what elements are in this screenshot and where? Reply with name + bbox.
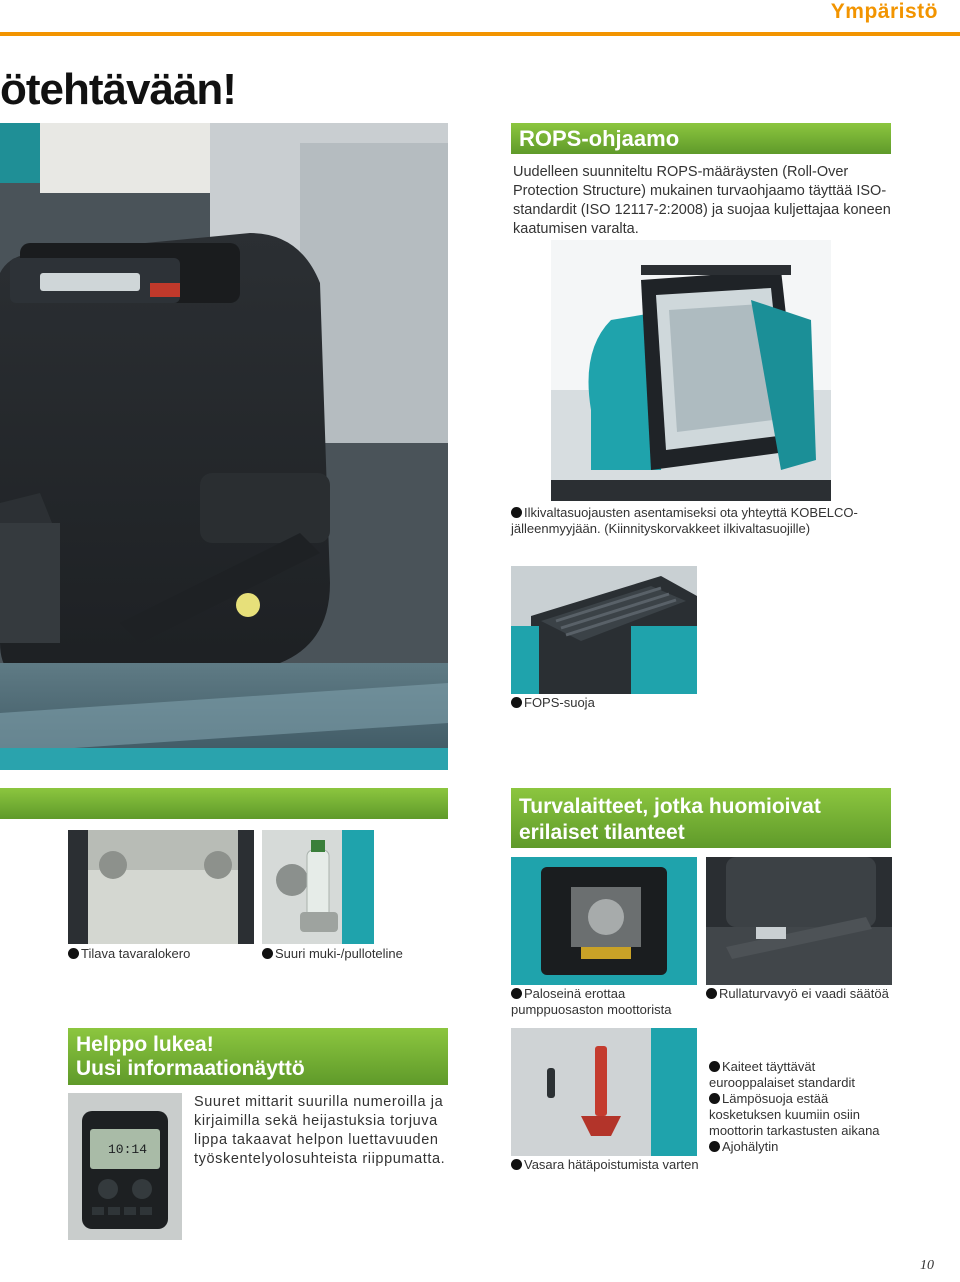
fops-guard-illustration bbox=[511, 566, 697, 694]
rops-caption-text: Ilkivaltasuojausten asentamiseksi ota yhteyttä KOBELCO-jälleenmyyjään. (Kiinnityskorvakkeet ilkivaltasuojille) bbox=[511, 505, 858, 536]
rops-text: Uudelleen suunniteltu ROPS-määräysten (Roll-Over Protection Structure) mukainen turvaohjaamo täyttää ISO-standardit (ISO 12117-2:2008) ja suojaa kuljettajaa koneen kaatumisen varalta. bbox=[513, 164, 891, 237]
hammer-caption bbox=[511, 1157, 699, 1173]
display-screen-reading: 10:14 bbox=[108, 1142, 148, 1157]
cup-holder-caption bbox=[262, 946, 403, 962]
seatbelt-caption-text: Rullaturvavyö ei vaadi säätöä bbox=[719, 986, 889, 1001]
bullet-icon bbox=[709, 1061, 720, 1072]
storage-box-photo bbox=[68, 830, 254, 944]
bullet-icon bbox=[511, 507, 522, 518]
hammer-caption-text: Vasara hätäpoistumista varten bbox=[524, 1157, 699, 1172]
rops-title-bar bbox=[511, 123, 891, 154]
fops-photo bbox=[511, 566, 697, 694]
storage-box-caption bbox=[68, 946, 190, 962]
rops-title: ROPS-ohjaamo bbox=[519, 126, 680, 151]
bullet-icon bbox=[68, 948, 79, 959]
info-display-photo bbox=[68, 1093, 182, 1240]
fops-caption bbox=[511, 695, 595, 711]
bullet-icon bbox=[709, 1093, 720, 1104]
safety-list-item: Ajohälytin bbox=[709, 1139, 891, 1155]
cup-holder-photo bbox=[262, 830, 374, 944]
seatbelt-caption bbox=[706, 986, 892, 1002]
rops-caption bbox=[511, 505, 871, 537]
page-number: 10 bbox=[920, 1258, 934, 1273]
bullet-icon bbox=[511, 988, 522, 999]
bullet-icon bbox=[262, 948, 273, 959]
display-title-bar bbox=[68, 1028, 448, 1085]
section-title: Ympäristö bbox=[830, 0, 938, 23]
partition-photo bbox=[511, 857, 697, 985]
storage-box-caption-text: Tilava tavaralokero bbox=[81, 946, 191, 961]
display-title-line2: Uusi informaationäyttö bbox=[76, 1057, 305, 1080]
header-band bbox=[0, 0, 960, 32]
seatbelt-illustration bbox=[706, 857, 892, 985]
info-display-illustration bbox=[68, 1093, 182, 1240]
partition-caption bbox=[511, 986, 697, 1018]
bullet-icon bbox=[511, 1159, 522, 1170]
seatbelt-photo bbox=[706, 857, 892, 985]
safety-title: Turvalaitteet, jotka huomioivat erilaiset tilanteet bbox=[519, 795, 821, 844]
safety-list-item: Lämpösuoja estää kosketuksen kuumiin osiin moottorin tarkastusten aikana bbox=[709, 1091, 880, 1138]
rops-cab-photo bbox=[551, 240, 831, 501]
bullet-icon bbox=[709, 1141, 720, 1152]
header-rule bbox=[0, 32, 960, 36]
safety-list-item: Kaiteet täyttävät eurooppalaiset standardit bbox=[709, 1059, 855, 1090]
page-heading: ötehtävään! bbox=[0, 65, 236, 114]
bullet-icon bbox=[706, 988, 717, 999]
hammer-photo bbox=[511, 1028, 697, 1156]
cup-holder-illustration bbox=[262, 830, 374, 944]
fops-caption-text: FOPS-suoja bbox=[524, 695, 595, 710]
partition-caption-text: Paloseinä erottaa pumppuosaston moottorista bbox=[511, 986, 672, 1017]
engine-partition-illustration bbox=[511, 857, 697, 985]
operator-seat-photo bbox=[0, 123, 448, 770]
display-text: Suuret mittarit suurilla numeroilla ja kirjaimilla sekä heijastuksia torjuva lippa takaavat helpon luettavuuden työskentelyolosuhteista riippumatta. bbox=[194, 1094, 446, 1167]
cab-illustration bbox=[551, 240, 831, 501]
safety-title-bar bbox=[511, 788, 891, 848]
cup-holder-caption-text: Suuri muki-/pulloteline bbox=[275, 946, 403, 961]
safety-list bbox=[709, 1059, 891, 1155]
left-green-bar bbox=[0, 788, 448, 819]
hammer-illustration bbox=[511, 1028, 697, 1156]
operator-seat-illustration bbox=[0, 123, 448, 770]
storage-box-illustration bbox=[68, 830, 254, 944]
bullet-icon bbox=[511, 697, 522, 708]
display-title-line1: Helppo lukea! bbox=[76, 1033, 214, 1056]
